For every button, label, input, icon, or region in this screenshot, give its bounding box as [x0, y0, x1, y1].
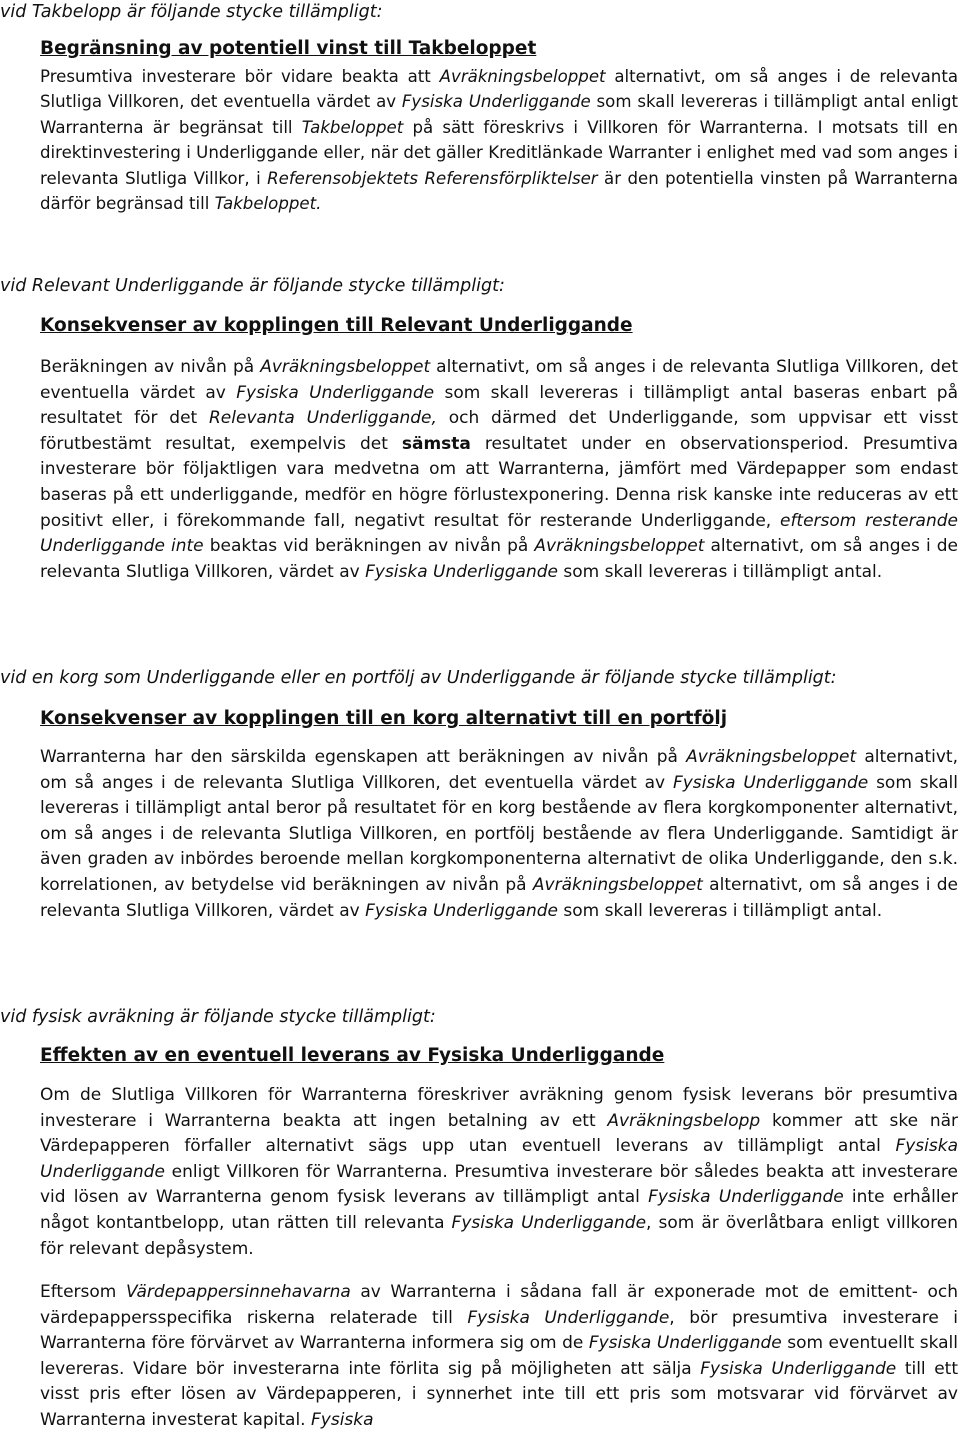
- italic-term: Avräkningsbeloppet: [532, 874, 703, 895]
- section-2-paragraph-1: Beräkningen av nivån på Avräkningsbeloppet alternativt, om så anges i de relevanta Slutliga Villkoren, det eventuella värdet av Fysiska Underliggande som skall levereras i tillämpligt antal baseras enbart på resultatet för det Relevanta Underliggande, och därmed det Underliggande, som uppvisar ett visst förutbestämt resultat, exempelvis det sämsta resultatet under en observationsperiod. Presumtiva investerare bör följaktligen vara medvetna om att Warranterna, jämfört med Värdepapper som endast baseras på ett underliggande, medför en högre förlustexponering. Denna risk kanske inte reduceras av ett positivt eller, i förekommande fall, negativt resultat för resterande Underliggande, eftersom resterande Underliggande inte beaktas vid beräkningen av nivån på Avräkningsbeloppet alternativt, om så anges i de relevanta Slutliga Villkoren, värdet av Fysiska Underliggande som skall levereras i tillämpligt antal.: [40, 357, 958, 582]
- italic-term: eftersom resterande Underliggande inte: [40, 510, 958, 557]
- italic-term: Avräkningsbeloppet: [686, 747, 857, 767]
- italic-term: Fysiska Underliggande: [40, 1136, 958, 1182]
- italic-term: Fysiska Underliggande: [672, 772, 869, 793]
- section-4-paragraph-2: Eftersom Värdepappersinnehavarna av Warranterna i sådana fall är exponerade mot de emittent- och värdepappersspecifika riskerna relaterade till Fysiska Underliggande, bör presumtiva investerare i Warranterna före förvärvet av Warranterna informera sig om de Fysiska Underliggande som eventuellt skall levereras. Vidare bör investerarna inte förlita sig på möjligheten att sälja Fysiska Underliggande till ett visst pris efter lösen av Värdepapperen, i synnerhet inte till ett pris som motsvarar vid förvärvet av Warranterna investerat kapital. Fysiska: [40, 1282, 959, 1430]
- italic-term: Fysiska Underliggande: [401, 92, 591, 112]
- italic-term: Värdepappersinnehavarna: [125, 1282, 351, 1302]
- section-1-paragraph-1: Presumtiva investerare bör vidare beakta att Avräkningsbeloppet alternativt, om så anges i de relevanta Slutliga Villkoren, det eventuella värdet av Fysiska Underliggande som skall levereras i tillämpligt antal enligt Warranterna är begränsat till Takbeloppet på sätt föreskrivs i Villkoren för Warranterna. I motsats till en direktinvestering i Underliggande eller, när det gäller Kreditlänkade Warranter i enlighet med vad som anges i relevanta Slutliga Villkor, i Referensobjektets Referensförpliktelser är den potentiella vinsten på Warranterna därför begränsad till Takbeloppet.: [40, 67, 958, 214]
- bold-term: sämsta: [401, 433, 471, 454]
- italic-term: Takbeloppet.: [214, 194, 322, 214]
- section-4-heading: Effekten av en eventuell leverans av Fysiska Underliggande: [40, 1045, 665, 1066]
- italic-term: Fysiska Underliggande: [451, 1212, 647, 1233]
- italic-term: Takbeloppet: [301, 117, 404, 137]
- italic-term: Avräkningsbeloppet: [534, 536, 705, 557]
- italic-term: Fysiska: [311, 1409, 374, 1430]
- section-1-intro: vid Takbelopp är följande stycke tillämpligt:: [0, 2, 383, 22]
- section-2-heading: Konsekvenser av kopplingen till Relevant Underliggande: [40, 315, 633, 336]
- section-4-intro: vid fysisk avräkning är följande stycke tillämpligt:: [0, 1007, 436, 1027]
- italic-term: Fysiska Underliggande: [467, 1307, 670, 1328]
- italic-term: Fysiska Underliggande: [365, 900, 558, 921]
- italic-term: Fysiska Underliggande: [365, 561, 558, 582]
- italic-term: Referensobjektets Referensförpliktelser: [267, 168, 598, 188]
- section-2-intro: vid Relevant Underliggande är följande stycke tillämpligt:: [0, 276, 505, 296]
- italic-term: Avräkningsbeloppet: [439, 67, 606, 86]
- italic-term: Fysiska Underliggande: [588, 1333, 782, 1354]
- section-3-heading: Konsekvenser av kopplingen till en korg alternativt till en portfölj: [40, 708, 728, 729]
- italic-term: Avräkningsbeloppet: [260, 357, 431, 377]
- italic-term: Relevanta Underliggande,: [209, 408, 437, 429]
- section-4-paragraph-1: Om de Slutliga Villkoren för Warranterna föreskriver avräkning genom fysisk leverans bör presumtiva investerare i Warranterna beakta att ingen betalning av ett Avräkningsbelopp kommer att ske när Värdepapperen förfaller alternativt sägs upp utan eventuell leverans av tillämpligt antal Fysiska Underliggande enligt Villkoren för Warranterna. Presumtiva investerare bör således beakta att investerare vid lösen av Warranterna genom fysisk leverans av tillämpligt antal Fysiska Underliggande inte erhåller något kontantbelopp, utan rätten till relevanta Fysiska Underliggande, som är överlåtbara enligt villkoren för relevant depåsystem.: [40, 1085, 959, 1259]
- italic-term: Fysiska Underliggande: [648, 1187, 844, 1208]
- section-1-heading: Begränsning av potentiell vinst till Takbeloppet: [40, 38, 537, 59]
- section-3-intro: vid en korg som Underliggande eller en portfölj av Underliggande är följande stycke tillämpligt:: [0, 668, 837, 688]
- italic-term: Fysiska Underliggande: [700, 1358, 897, 1379]
- italic-term: Avräkningsbelopp: [607, 1110, 761, 1131]
- section-3-paragraph-1: Warranterna har den särskilda egenskapen att beräkningen av nivån på Avräkningsbeloppet alternativt, om så anges i de relevanta Slutliga Villkoren, det eventuella värdet av Fysiska Underliggande som skall levereras i tillämpligt antal beror på resultatet för en korg bestående av flera korgkomponenter alternativt, om så anges i de relevanta Slutliga Villkoren, en portfölj bestående av flera Underliggande. Samtidigt är även graden av inbördes beroende mellan korgkomponenterna alternativt de olika Underliggande, den s.k. korrelationen, av betydelse vid beräkningen av nivån på Avräkningsbeloppet alternativt, om så anges i de relevanta Slutliga Villkoren, värdet av Fysiska Underliggande som skall levereras i tillämpligt antal.: [40, 747, 958, 921]
- italic-term: Fysiska Underliggande: [236, 382, 435, 403]
